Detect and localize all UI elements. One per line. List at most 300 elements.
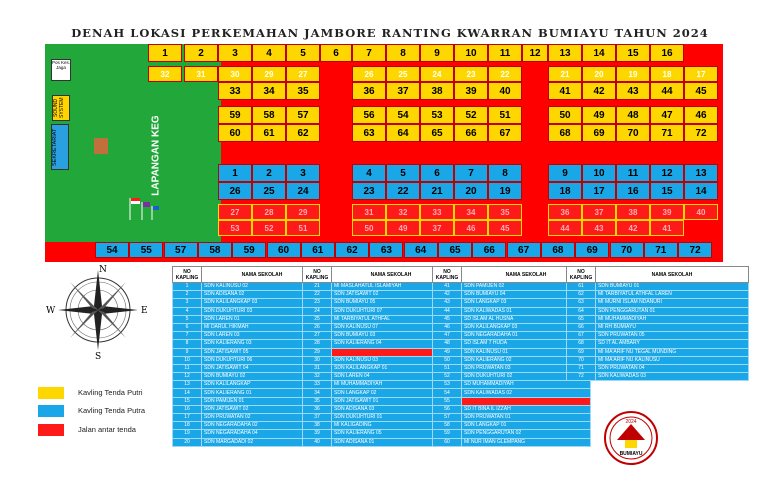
table-cell-school: SDN LANGKAP 01: [462, 422, 591, 430]
table-cell-number: 2: [173, 291, 202, 299]
table-cell-school: SDN PAMIJEN 02: [462, 283, 591, 291]
lot-row9: 45: [488, 220, 522, 236]
table-row: [567, 291, 749, 299]
lot-row10: 59: [232, 242, 266, 258]
lot-row3: 42: [582, 82, 616, 100]
table-row: [303, 405, 451, 413]
lot-row9: 37: [420, 220, 454, 236]
compass-rose-icon: [43, 262, 153, 362]
table-row: [303, 283, 451, 291]
table-row: [173, 340, 323, 348]
lot-row3: 35: [286, 82, 320, 100]
table-cell-number: 3: [173, 299, 202, 307]
table-cell-school: SDN JATISAWIT 01: [332, 397, 451, 405]
compass-n: N: [99, 265, 107, 275]
table-cell-number: 28: [303, 340, 332, 348]
table-row: [303, 348, 451, 356]
lot-row6: 11: [616, 164, 650, 182]
lot-row1: 3: [218, 44, 252, 62]
table-cell-school: SDN LAREN 01: [202, 315, 323, 323]
lot-row3: 33: [218, 82, 252, 100]
table-row: [303, 373, 451, 381]
legend-putri: [38, 387, 158, 401]
table-cell-school: SDN PRUWATAN 03: [462, 364, 591, 372]
lot-row4: 53: [420, 106, 454, 124]
lot-row10: 65: [438, 242, 472, 258]
table-row: [173, 299, 323, 307]
table-cell-school: SDN ADISANA 01: [332, 438, 451, 446]
lot-row10: 64: [404, 242, 438, 258]
table-cell-school: MI NUR IMAN GLEMPANG: [462, 438, 591, 446]
table-cell-number: 29: [303, 348, 332, 356]
lot-row8: 38: [616, 204, 650, 220]
table-cell-school: SDN KALINUSU 03: [332, 356, 451, 364]
lot-row1: 6: [320, 44, 352, 62]
lot-row9: 51: [286, 220, 320, 236]
lot-row5: 69: [582, 124, 616, 142]
lot-row2: 19: [616, 66, 650, 82]
table-header: NAMA SEKOLAH: [332, 267, 451, 283]
table-cell-number: 59: [433, 430, 462, 438]
table-row: [303, 291, 451, 299]
table-cell-number: 50: [433, 356, 462, 364]
lot-row2: 26: [352, 66, 386, 82]
table-row: [173, 283, 323, 291]
lot-row4: 58: [252, 106, 286, 124]
table-cell-school: SDN PENGGARUTAN 02: [462, 430, 591, 438]
table-row: [173, 414, 323, 422]
table-cell-school: SDN PRUWATAN 05: [596, 332, 749, 340]
lot-row5: 67: [488, 124, 522, 142]
table-cell-school: SD ISLAM AL HUSNA: [462, 315, 591, 323]
table-cell-number: 20: [173, 438, 202, 446]
lot-row9: 43: [582, 220, 616, 236]
lot-row6: 2: [252, 164, 286, 182]
table-cell-school: MI MASLAHATUL ISLAMIYAH: [332, 283, 451, 291]
table-cell-school: SD IT AL AMBARY: [596, 340, 749, 348]
table-cell-number: 21: [303, 283, 332, 291]
table-row: [303, 414, 451, 422]
table-cell-number: 1: [173, 283, 202, 291]
table-row: [567, 340, 749, 348]
table-row: [173, 356, 323, 364]
lot-row1: 11: [488, 44, 522, 62]
table-row: [173, 373, 323, 381]
table-cell-school: MI MUHAMMADIYAH: [332, 381, 451, 389]
storage-box: [94, 138, 108, 154]
map-title: DENAH LOKASI PERKEMAHAN JAMBORE RANTING KWARRAN BUMIAYU TAHUN 2024: [71, 26, 709, 40]
table-cell-number: 14: [173, 389, 202, 397]
lot-row7: 17: [582, 182, 616, 200]
lot-row5: 71: [650, 124, 684, 142]
table-cell-number: 12: [173, 373, 202, 381]
table-row: [303, 430, 451, 438]
lot-row8: 32: [386, 204, 420, 220]
lot-row8: 35: [488, 204, 522, 220]
table-row: [173, 364, 323, 372]
lot-row4: 54: [386, 106, 420, 124]
lot-row2: 32: [148, 66, 182, 82]
table-cell-number: 32: [303, 373, 332, 381]
table-cell-school: SDN KALIERANG 04: [332, 340, 451, 348]
lot-row8: 29: [286, 204, 320, 220]
lot-row2: 20: [582, 66, 616, 82]
lot-row7: 26: [218, 182, 252, 200]
table-cell-school: MI MUHAMMADIYAH: [596, 315, 749, 323]
table-row: [433, 405, 591, 413]
table-row: [303, 299, 451, 307]
lot-row10: 69: [575, 242, 609, 258]
table-cell-school: SDN PAMIJEN 01: [202, 397, 323, 405]
lot-row3: 40: [488, 82, 522, 100]
table-cell-number: 5: [173, 315, 202, 323]
compass-e: E: [141, 306, 148, 316]
table-cell-number: 6: [173, 323, 202, 331]
table-cell-school: SDN KALIWADAS 02: [462, 389, 591, 397]
table-row: [303, 422, 451, 430]
table-cell-school: SDN PRUWATAN 02: [202, 414, 323, 422]
table-cell-school: SDN KALIWADAS 01: [462, 307, 591, 315]
table-row: [433, 430, 591, 438]
lot-row4: 48: [616, 106, 650, 124]
table-cell-school: SDN PRUWATAN 01: [462, 414, 591, 422]
table-cell-number: 18: [173, 422, 202, 430]
lot-row7: 23: [352, 182, 386, 200]
lot-row10: 62: [335, 242, 369, 258]
table-cell-number: 43: [433, 299, 462, 307]
lot-row9: 46: [454, 220, 488, 236]
table-cell-school: SDN BUMIAYU 02: [202, 373, 323, 381]
table-cell-number: 39: [303, 430, 332, 438]
table-row: [303, 307, 451, 315]
table-cell-school: MI DARUL HIKMAH: [202, 323, 323, 331]
table-row: [433, 414, 591, 422]
table-row: [567, 356, 749, 364]
lot-row3: 39: [454, 82, 488, 100]
lot-row8: 40: [684, 204, 718, 220]
lot-row2: 17: [684, 66, 718, 82]
lot-row10: 71: [644, 242, 678, 258]
table-cell-number: 31: [303, 364, 332, 372]
table-cell-number: 48: [433, 340, 462, 348]
lot-row3: 45: [684, 82, 718, 100]
lot-row4: 52: [454, 106, 488, 124]
table-cell-number: 62: [567, 291, 596, 299]
table-cell-school: MI TARBIYATUL ATHFAL: [332, 315, 451, 323]
table-cell-number: 68: [567, 340, 596, 348]
lot-row1: 4: [252, 44, 286, 62]
table-row: [567, 315, 749, 323]
table-cell-number: 36: [303, 405, 332, 413]
table-cell-number: 38: [303, 422, 332, 430]
table-row: [173, 307, 323, 315]
lot-row3: 37: [386, 82, 420, 100]
lot-row10: 66: [472, 242, 506, 258]
table-header: NO KAPLING: [303, 267, 332, 283]
school-table-2: [302, 266, 451, 447]
lot-row5: 72: [684, 124, 718, 142]
lot-row4: 50: [548, 106, 582, 124]
table-row: [567, 332, 749, 340]
table-row: [173, 430, 323, 438]
table-row: [173, 389, 323, 397]
table-cell-school: SDN PRUWATAN 04: [596, 364, 749, 372]
table-row: [567, 348, 749, 356]
lot-row1: 12: [522, 44, 548, 62]
table-row: [303, 381, 451, 389]
logo-year: 2024: [625, 419, 637, 425]
lot-row4: 59: [218, 106, 252, 124]
lot-row6: 7: [454, 164, 488, 182]
table-cell-number: 61: [567, 283, 596, 291]
table-row: [433, 381, 591, 389]
table-row: [567, 307, 749, 315]
table-cell-school: SDN KALIERANG 05: [332, 430, 451, 438]
lot-row1: 14: [582, 44, 616, 62]
table-row: [173, 348, 323, 356]
table-cell-number: 13: [173, 381, 202, 389]
lot-row8: 33: [420, 204, 454, 220]
table-cell-number: 19: [173, 430, 202, 438]
table-cell-school: SDN KALILANGKAP: [202, 381, 323, 389]
lot-row7: 18: [548, 182, 582, 200]
table-row: [433, 397, 591, 405]
lot-row9: 44: [548, 220, 582, 236]
health-post: Pos Kes. Jaga: [51, 59, 71, 81]
lot-row1: 2: [184, 44, 218, 62]
lot-row10: 60: [267, 242, 301, 258]
school-table-4: [566, 266, 749, 381]
lot-row7: 16: [616, 182, 650, 200]
table-header: NO KAPLING: [433, 267, 462, 283]
lot-row9: 49: [386, 220, 420, 236]
table-cell-school: SDN DUKUHTURI 07: [332, 307, 451, 315]
table-cell-number: 40: [303, 438, 332, 446]
lot-row3: 38: [420, 82, 454, 100]
table-cell-school: SD IT BINA IL IZZAH: [462, 405, 591, 413]
lot-row7: 21: [420, 182, 454, 200]
table-cell-number: 4: [173, 307, 202, 315]
table-cell-school: MI MA'ARIF NU KALINUSU: [596, 356, 749, 364]
lot-row5: 70: [616, 124, 650, 142]
lot-row10: 67: [507, 242, 541, 258]
sound-system: SOUND SYSTEM: [52, 95, 70, 121]
table-cell-number: 26: [303, 323, 332, 331]
lot-row7: 19: [488, 182, 522, 200]
table-cell-number: 72: [567, 373, 596, 381]
table-cell-number: 17: [173, 414, 202, 422]
lot-row10: 70: [610, 242, 644, 258]
field-label: LAPANGAN KEG: [150, 115, 162, 196]
lot-row6: 5: [386, 164, 420, 182]
lot-row1: 7: [352, 44, 386, 62]
lot-row5: 61: [252, 124, 286, 142]
table-cell-number: 9: [173, 348, 202, 356]
lot-row5: 68: [548, 124, 582, 142]
legend-label-putra: Kavling Tenda Putra: [78, 406, 145, 415]
lot-row2: 29: [252, 66, 286, 82]
lot-row5: 63: [352, 124, 386, 142]
table-row: [173, 332, 323, 340]
lot-row6: 6: [420, 164, 454, 182]
table-cell-number: 53: [433, 381, 462, 389]
lot-row10: 61: [301, 242, 335, 258]
table-cell-school: SDN BUMIAYU 05: [332, 299, 451, 307]
lot-row2: 31: [184, 66, 218, 82]
table-cell-number: 44: [433, 307, 462, 315]
table-cell-school: SDN JATISAWIT 04: [202, 364, 323, 372]
compass-w: W: [46, 306, 56, 316]
secretariat: SEKRETARIAT: [51, 124, 69, 170]
table-cell-number: 35: [303, 397, 332, 405]
table-cell-number: 55: [433, 397, 462, 405]
table-cell-school: SDN BUMIAYU 03: [332, 332, 451, 340]
lot-row8: 28: [252, 204, 286, 220]
table-cell-school: SDN LANGKAP 03: [462, 299, 591, 307]
lot-row5: 62: [286, 124, 320, 142]
flag-icon: [126, 196, 162, 222]
lot-row1: 8: [386, 44, 420, 62]
table-cell-number: 10: [173, 356, 202, 364]
table-cell-number: 69: [567, 348, 596, 356]
lot-row6: 13: [684, 164, 718, 182]
lot-row2: 21: [548, 66, 582, 82]
table-cell-school: SDN KALIERANG 02: [462, 356, 591, 364]
lot-row6: 9: [548, 164, 582, 182]
legend-putra: [38, 405, 158, 419]
table-cell-school: SDN ADISANA 03: [332, 405, 451, 413]
table-cell-number: 11: [173, 364, 202, 372]
table-cell-number: 67: [567, 332, 596, 340]
lot-row3: 41: [548, 82, 582, 100]
table-cell-school: [462, 397, 591, 405]
table-row: [303, 438, 451, 446]
table-cell-number: 64: [567, 307, 596, 315]
table-cell-school: SDN DUKUHTURI 06: [202, 356, 323, 364]
table-cell-school: SDN KALINUSU 07: [332, 323, 451, 331]
lot-row8: 37: [582, 204, 616, 220]
table-row: [433, 438, 591, 446]
legend-label-putri: Kavling Tenda Putri: [78, 388, 143, 397]
lot-row10: 58: [198, 242, 232, 258]
table-cell-school: MI MA'ARIF NU TEGAL MUNDING: [596, 348, 749, 356]
table-header: NO KAPLING: [567, 267, 596, 283]
table-cell-number: 41: [433, 283, 462, 291]
table-cell-number: 52: [433, 373, 462, 381]
lot-row10: 63: [369, 242, 403, 258]
table-cell-number: 23: [303, 299, 332, 307]
table-cell-number: 47: [433, 332, 462, 340]
lot-row2: 27: [286, 66, 320, 82]
lot-row1: 13: [548, 44, 582, 62]
lot-row7: 20: [454, 182, 488, 200]
lot-row9: 50: [352, 220, 386, 236]
table-row: [173, 323, 323, 331]
table-cell-school: MI KALIGADING: [332, 422, 451, 430]
table-header: NAMA SEKOLAH: [596, 267, 749, 283]
table-row: [303, 397, 451, 405]
table-cell-school: SDN LAREN 03: [202, 332, 323, 340]
table-row: [173, 422, 323, 430]
table-cell-school: SDN JATISAWIT 02: [202, 405, 323, 413]
table-cell-number: 37: [303, 414, 332, 422]
lot-row5: 65: [420, 124, 454, 142]
lot-row9: 53: [218, 220, 252, 236]
table-row: [173, 405, 323, 413]
table-cell-number: 46: [433, 323, 462, 331]
lot-row3: 34: [252, 82, 286, 100]
table-cell-school: MI TARBIYATUL ATHFAL LAREN: [596, 291, 749, 299]
table-cell-school: SD ISLAM 7 HUDA: [462, 340, 591, 348]
lot-row6: 12: [650, 164, 684, 182]
table-row: [303, 389, 451, 397]
table-row: [433, 422, 591, 430]
lot-row6: 3: [286, 164, 320, 182]
table-row: [433, 389, 591, 397]
lot-row8: 34: [454, 204, 488, 220]
table-cell-number: 24: [303, 307, 332, 315]
lot-row10: 55: [129, 242, 163, 258]
table-cell-school: MI RH BUMIAYU: [596, 323, 749, 331]
table-row: [303, 356, 451, 364]
table-row: [173, 291, 323, 299]
legend-swatch-jalan: [38, 424, 64, 436]
lot-row1: 1: [148, 44, 182, 62]
table-row: [303, 315, 451, 323]
legend-swatch-putri: [38, 387, 64, 399]
table-cell-school: SDN ADISANA 02: [202, 291, 323, 299]
lot-row2: 30: [218, 66, 252, 82]
lot-row1: 16: [650, 44, 684, 62]
table-cell-school: SDN PENGGARUTAN 01: [596, 307, 749, 315]
table-cell-number: 8: [173, 340, 202, 348]
table-cell-school: SDN JATISAWIT 02: [332, 291, 451, 299]
lot-row8: 27: [218, 204, 252, 220]
table-cell-number: 15: [173, 397, 202, 405]
lot-row8: 39: [650, 204, 684, 220]
table-row: [303, 340, 451, 348]
table-cell-number: 34: [303, 389, 332, 397]
table-cell-number: 58: [433, 422, 462, 430]
table-cell-number: 7: [173, 332, 202, 340]
lot-row3: 36: [352, 82, 386, 100]
lot-row2: 22: [488, 66, 522, 82]
table-cell-number: 25: [303, 315, 332, 323]
lot-row5: 66: [454, 124, 488, 142]
lot-row2: 25: [386, 66, 420, 82]
table-row: [567, 364, 749, 372]
legend-jalan: [38, 424, 158, 438]
lot-row3: 43: [616, 82, 650, 100]
table-cell-number: 22: [303, 291, 332, 299]
lot-row7: 15: [650, 182, 684, 200]
lot-row10: 72: [678, 242, 712, 258]
table-cell-school: SDN KALILANGKAP 03: [462, 323, 591, 331]
lot-row3: 44: [650, 82, 684, 100]
lot-row2: 18: [650, 66, 684, 82]
table-row: [567, 283, 749, 291]
lot-row5: 64: [386, 124, 420, 142]
lot-row1: 9: [420, 44, 454, 62]
lot-row4: 57: [286, 106, 320, 124]
lot-row10: 68: [541, 242, 575, 258]
table-cell-number: 66: [567, 323, 596, 331]
table-cell-school: SDN KALILANGKAP 03: [202, 299, 323, 307]
table-header: NAMA SEKOLAH: [462, 267, 591, 283]
table-cell-school: SDN KALINUSU 02: [202, 283, 323, 291]
lot-row9: 52: [252, 220, 286, 236]
table-header: NAMA SEKOLAH: [202, 267, 323, 283]
